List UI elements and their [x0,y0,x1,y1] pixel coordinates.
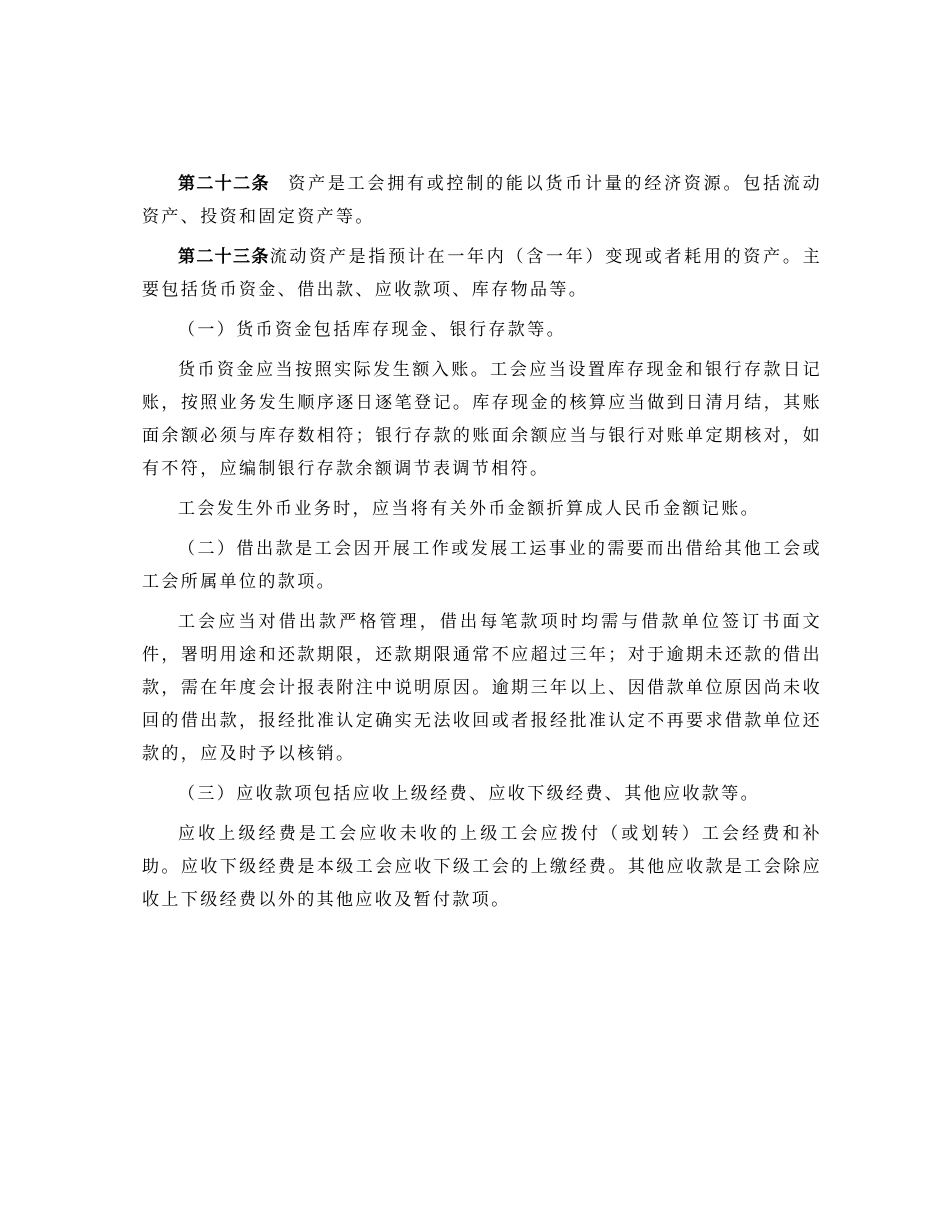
loans-management-paragraph: 工会应当对借出款严格管理，借出每笔款项时均需与借款单位签订书面文件，署明用途和还款期限，还款期限通常不应超过三年；对于逾期未还款的借出款，需在年度会计报表附注中说明原因。逾期三年以上、因借款单位原因尚未收回的借出款，报经批准认定确实无法收回或者报经批准认定不再要求借款单位还款的，应及时予以核销。 [142,612,822,764]
article-23-paragraph [142,241,822,307]
article-22-heading: 第二十二条 [178,174,270,194]
article-23-heading: 第二十三条 [178,247,270,267]
article-23-text: 流动资产是指预计在一年内（含一年）变现或者耗用的资产。主要包括货币资金、借出款、应收款项、库存物品等。 [142,247,822,300]
item-2-paragraph: （二）借出款是工会因开展工作或发展工运事业的需要而出借给其他工会或工会所属单位的款项。 [142,539,822,592]
article-22-text: 资产是工会拥有或控制的能以货币计量的经济资源。包括流动资产、投资和固定资产等。 [142,174,822,227]
document-body [142,168,822,924]
monetary-funds-paragraph: 货币资金应当按照实际发生额入账。工会应当设置库存现金和银行存款日记账，按照业务发生顺序逐日逐笔登记。库存现金的核算应当做到日清月结，其账面余额必须与库存数相符；银行存款的账面余额应当与银行对账单定期核对，如有不符，应编制银行存款余额调节表调节相符。 [142,360,822,479]
receivables-paragraph: 应收上级经费是工会应收未收的上级工会应拨付（或划转）工会经费和补助。应收下级经费是本级工会应收下级工会的上缴经费。其他应收款是工会除应收上下级经费以外的其他应收及暂付款项。 [142,824,822,910]
article-22-paragraph [142,168,822,234]
item-1-paragraph: （一）货币资金包括库存现金、银行存款等。 [178,320,566,340]
foreign-currency-paragraph: 工会发生外币业务时，应当将有关外币金额折算成人民币金额记账。 [178,499,760,519]
item-3-paragraph: （三）应收款项包括应收上级经费、应收下级经费、其他应收款等。 [178,784,760,804]
